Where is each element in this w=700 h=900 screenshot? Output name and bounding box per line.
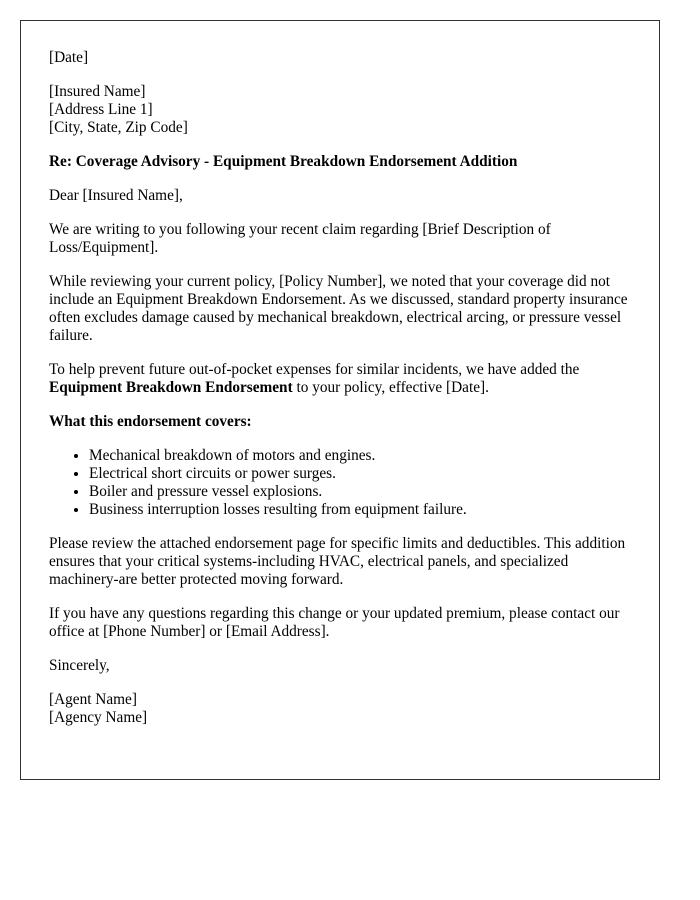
paragraph-claim: We are writing to you following your recent claim regarding [Brief Description of Loss/Equipment]. <box>49 221 551 256</box>
endorsement-name: Equipment Breakdown Endorsement <box>49 379 293 396</box>
paragraph-endorsement-added <box>49 361 631 397</box>
salutation: Dear [Insured Name], <box>49 187 183 204</box>
recipient-address <box>49 83 631 137</box>
paragraph-3-after: to your policy, effective [Date]. <box>292 379 489 396</box>
recipient-city-state-zip: [City, State, Zip Code] <box>49 119 188 136</box>
recipient-name: [Insured Name] <box>49 83 146 100</box>
covers-list-item: • Mechanical breakdown of motors and engines. <box>89 447 631 465</box>
signature-block <box>49 691 631 727</box>
covers-heading-text: What this endorsement covers: <box>49 413 252 430</box>
agent-name: [Agent Name] <box>49 691 137 708</box>
agency-name: [Agency Name] <box>49 709 148 726</box>
subject-text: Re: Coverage Advisory - Equipment Breakdown Endorsement Addition <box>49 153 518 170</box>
paragraph-contact: If you have any questions regarding this change or your updated premium, please contact our office at [Phone Number] or [Email Address]. <box>49 605 620 640</box>
covers-list-item: • Business interruption losses resulting from equipment failure. <box>89 501 631 519</box>
covers-list <box>49 447 631 519</box>
letter-page <box>20 20 660 780</box>
paragraph-3-before: To help prevent future out-of-pocket expenses for similar incidents, we have added the <box>49 361 580 378</box>
covers-heading <box>49 413 631 431</box>
paragraph-review-attachment: Please review the attached endorsement page for specific limits and deductibles. This addition ensures that your critical systems-including HVAC, electrical panels, and specialized machinery-are better protected moving forward. <box>49 535 626 588</box>
recipient-address-line-1: [Address Line 1] <box>49 101 153 118</box>
letter-date: [Date] <box>49 49 89 66</box>
subject-line <box>49 153 631 171</box>
covers-list-item: • Boiler and pressure vessel explosions. <box>89 483 631 501</box>
covers-list-item: • Electrical short circuits or power surges. <box>89 465 631 483</box>
paragraph-policy-review: While reviewing your current policy, [Policy Number], we noted that your coverage did not include an Equipment Breakdown Endorsement. As we discussed, standard property insurance often excludes damage caused by mechanical breakdown, electrical arcing, or pressure vessel failure. <box>49 273 628 344</box>
closing: Sincerely, <box>49 657 110 674</box>
